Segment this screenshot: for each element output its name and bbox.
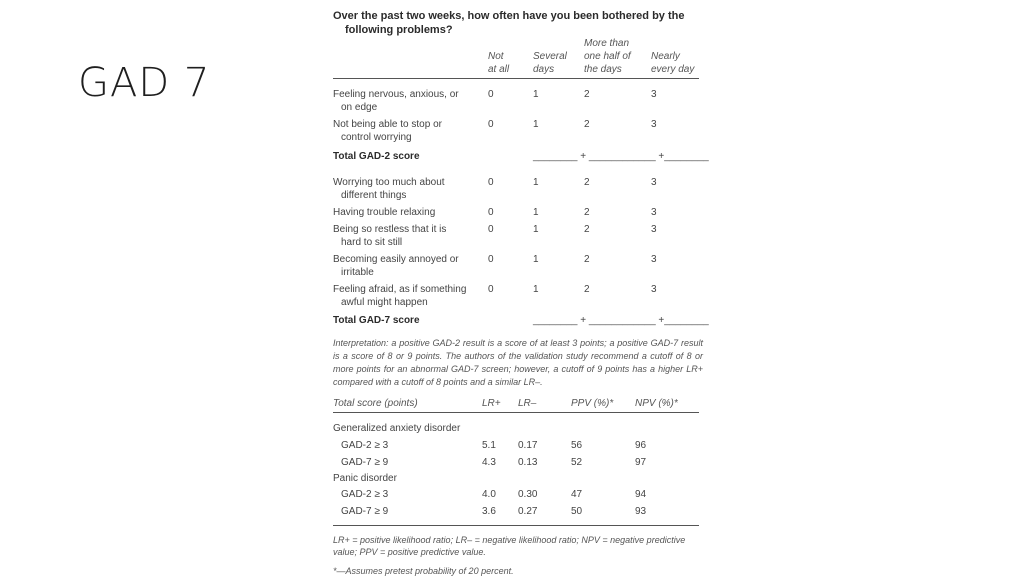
item-score: 2 bbox=[584, 254, 590, 265]
question-line-1: Over the past two weeks, how often have you been bothered by the bbox=[333, 10, 685, 22]
item-score: 2 bbox=[584, 207, 590, 218]
header-rule bbox=[333, 78, 699, 79]
stats-header-total-score: Total score (points) bbox=[333, 398, 418, 409]
total-gad2-blanks: ________ + ____________ +________ bbox=[533, 151, 709, 162]
interpretation-text: Interpretation: a positive GAD-2 result is a score of at least 3 points; a positive GAD-7 result is a score of 8 or 9 points. The authors of the validation study recommend a cutoff of 8 or more points for an abnormal GAD-7 screen; however, a cutoff of 9 points has a higher LR+ compared with a cutoff of 8 points and a similar LR–. bbox=[333, 338, 703, 387]
slide-title: GAD 7 bbox=[78, 60, 211, 106]
item-score: 3 bbox=[651, 119, 657, 130]
item-text-line-2: on edge bbox=[341, 102, 378, 113]
item-score: 3 bbox=[651, 177, 657, 188]
stats-header-ppv: PPV (%)* bbox=[571, 398, 614, 409]
total-gad7-label: Total GAD-7 score bbox=[333, 315, 420, 326]
item-score: 0 bbox=[488, 89, 494, 100]
stats-header-rule bbox=[333, 412, 699, 413]
item-score: 2 bbox=[584, 284, 590, 295]
item-score: 3 bbox=[651, 254, 657, 265]
item-text-line-2: irritable bbox=[341, 267, 374, 278]
total-gad2-label: Total GAD-2 score bbox=[333, 151, 420, 162]
item-text-line-1: Not being able to stop or bbox=[333, 119, 442, 130]
item-score: 1 bbox=[533, 89, 539, 100]
item-score: 2 bbox=[584, 119, 590, 130]
item-score: 3 bbox=[651, 89, 657, 100]
item-score: 3 bbox=[651, 224, 657, 235]
stats-group-gad: Generalized anxiety disorder bbox=[333, 423, 461, 434]
item-text-line-1: Feeling nervous, anxious, or bbox=[333, 89, 459, 100]
item-score: 2 bbox=[584, 89, 590, 100]
stats-header-npv: NPV (%)* bbox=[635, 398, 678, 409]
item-score: 3 bbox=[651, 284, 657, 295]
stats-footer-rule bbox=[333, 525, 699, 526]
item-score: 1 bbox=[533, 207, 539, 218]
stats-header-lr-plus: LR+ bbox=[482, 398, 501, 409]
item-text-line-1: Feeling afraid, as if something bbox=[333, 284, 467, 295]
footnote-abbreviations: LR+ = positive likelihood ratio; LR– = negative likelihood ratio; NPV = negative predictive value; PPV = positive predictive value. bbox=[333, 535, 686, 557]
item-text-line-1: Being so restless that it is bbox=[333, 224, 447, 235]
item-score: 0 bbox=[488, 207, 494, 218]
item-score: 0 bbox=[488, 177, 494, 188]
item-text-line-2: hard to sit still bbox=[341, 237, 403, 248]
question-line-2: following problems? bbox=[345, 24, 453, 36]
item-score: 0 bbox=[488, 224, 494, 235]
item-score: 2 bbox=[584, 224, 590, 235]
item-score: 1 bbox=[533, 284, 539, 295]
footnote-asterisk: *—Assumes pretest probability of 20 percent. bbox=[333, 566, 514, 576]
item-score: 1 bbox=[533, 177, 539, 188]
item-text-line-2: different things bbox=[341, 190, 407, 201]
item-score: 3 bbox=[651, 207, 657, 218]
item-score: 0 bbox=[488, 254, 494, 265]
stats-header-lr-minus: LR– bbox=[518, 398, 537, 409]
stats-group-panic: Panic disorder bbox=[333, 473, 397, 484]
item-score: 0 bbox=[488, 284, 494, 295]
item-score: 1 bbox=[533, 224, 539, 235]
item-text-line-2: awful might happen bbox=[341, 297, 428, 308]
item-text-line-1: Worrying too much about bbox=[333, 177, 445, 188]
item-score: 0 bbox=[488, 119, 494, 130]
item-score: 1 bbox=[533, 119, 539, 130]
item-text-line-1: Having trouble relaxing bbox=[333, 207, 436, 218]
total-gad7-blanks: ________ + ____________ +________ bbox=[533, 315, 709, 326]
item-score: 2 bbox=[584, 177, 590, 188]
item-text-line-2: control worrying bbox=[341, 132, 412, 143]
item-text-line-1: Becoming easily annoyed or bbox=[333, 254, 459, 265]
item-score: 1 bbox=[533, 254, 539, 265]
